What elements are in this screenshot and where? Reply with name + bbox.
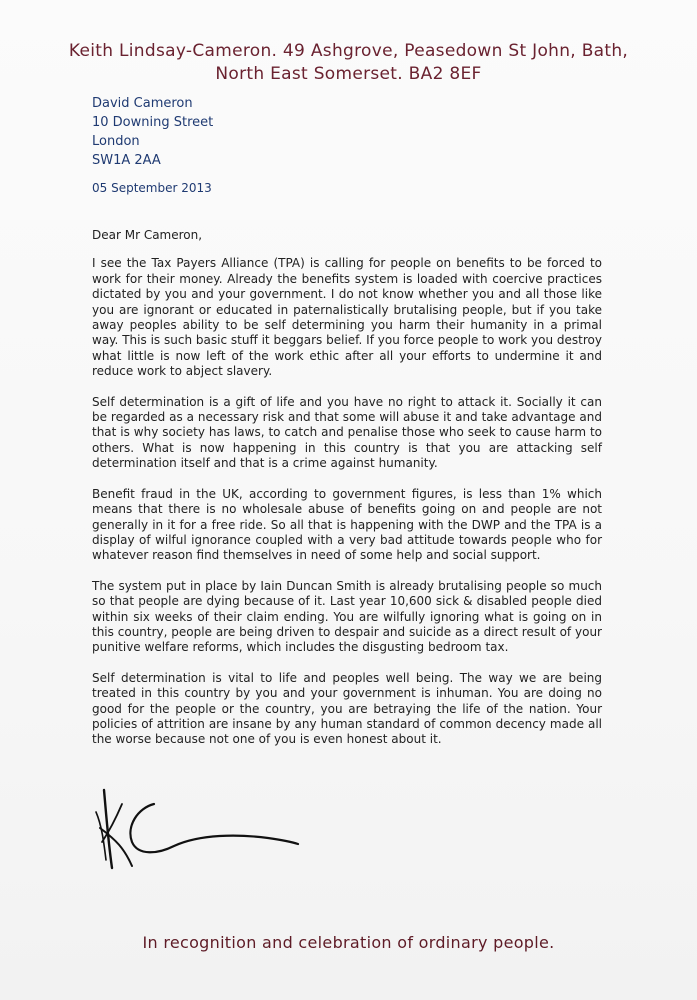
letter-date: 05 September 2013 (92, 181, 212, 195)
handwritten-signature (92, 782, 302, 874)
recipient-name: David Cameron (92, 96, 193, 111)
letterhead-line-1: Keith Lindsay-Cameron. 49 Ashgrove, Peasedown St John, Bath, (68, 41, 629, 61)
paragraph-4: The system put in place by Iain Duncan Smith is already brutalising people so much so that people are dying because of it. Last year 10,600 sick & disabled people died within six weeks of their claim ending. You are wilfully ignoring what is going on in this country, people are being driven to despair and suicide as a direct result of your punitive welfare reforms, which includes the disgusting bedroom tax. (92, 578, 602, 655)
recipient-city: London (92, 134, 140, 149)
recipient-address (92, 94, 213, 170)
letterhead-line-2: North East Somerset. BA2 8EF (215, 64, 482, 84)
recipient-postcode: SW1A 2AA (92, 153, 161, 168)
salutation: Dear Mr Cameron, (92, 228, 203, 242)
footer-tagline: In recognition and celebration of ordinary people. (142, 933, 555, 952)
letter-body (92, 228, 602, 763)
paragraph-3: Benefit fraud in the UK, according to government figures, is less than 1% which means that there is no wholesale abuse of benefits going on and people are not generally in it for a free ride. So all that is happening with the DWP and the TPA is a display of wilful ignorance coupled with a very bad attitude towards people who for whatever reason find themselves in need of some help and social support. (92, 486, 602, 563)
paragraph-2: Self determination is a gift of life and you have no right to attack it. Socially it can be regarded as a necessary risk and that some will abuse it and take advantage and that is why society has laws, to catch and penalise those who seek to cause harm to others. What is now happening in this country is that you are attacking self determination itself and that is a crime against humanity. (92, 394, 602, 471)
paragraph-5: Self determination is vital to life and peoples well being. The way we are being treated in this country by you and your government is inhuman. You are doing no good for the people or the country, you are betraying the life of the nation. Your policies of attrition are insane by any human standard of common decency made all the worse because not one of you is even honest about it. (92, 670, 602, 747)
letterhead (40, 40, 657, 86)
recipient-street: 10 Downing Street (92, 115, 214, 130)
paragraph-1: I see the Tax Payers Alliance (TPA) is calling for people on benefits to be forced to work for their money. Already the benefits system is loaded with coercive practices dictated by you and your government. I do not know whether you and all those like you are ignorant or educated in paternalistically brutalising people, but if you take away peoples ability to be self determining you harm their humanity in a primal way. This is such basic stuff it beggars belief. If you force people to work you destroy what little is now left of the work ethic after all your efforts to undermine it and reduce work to abject slavery. (92, 256, 602, 379)
